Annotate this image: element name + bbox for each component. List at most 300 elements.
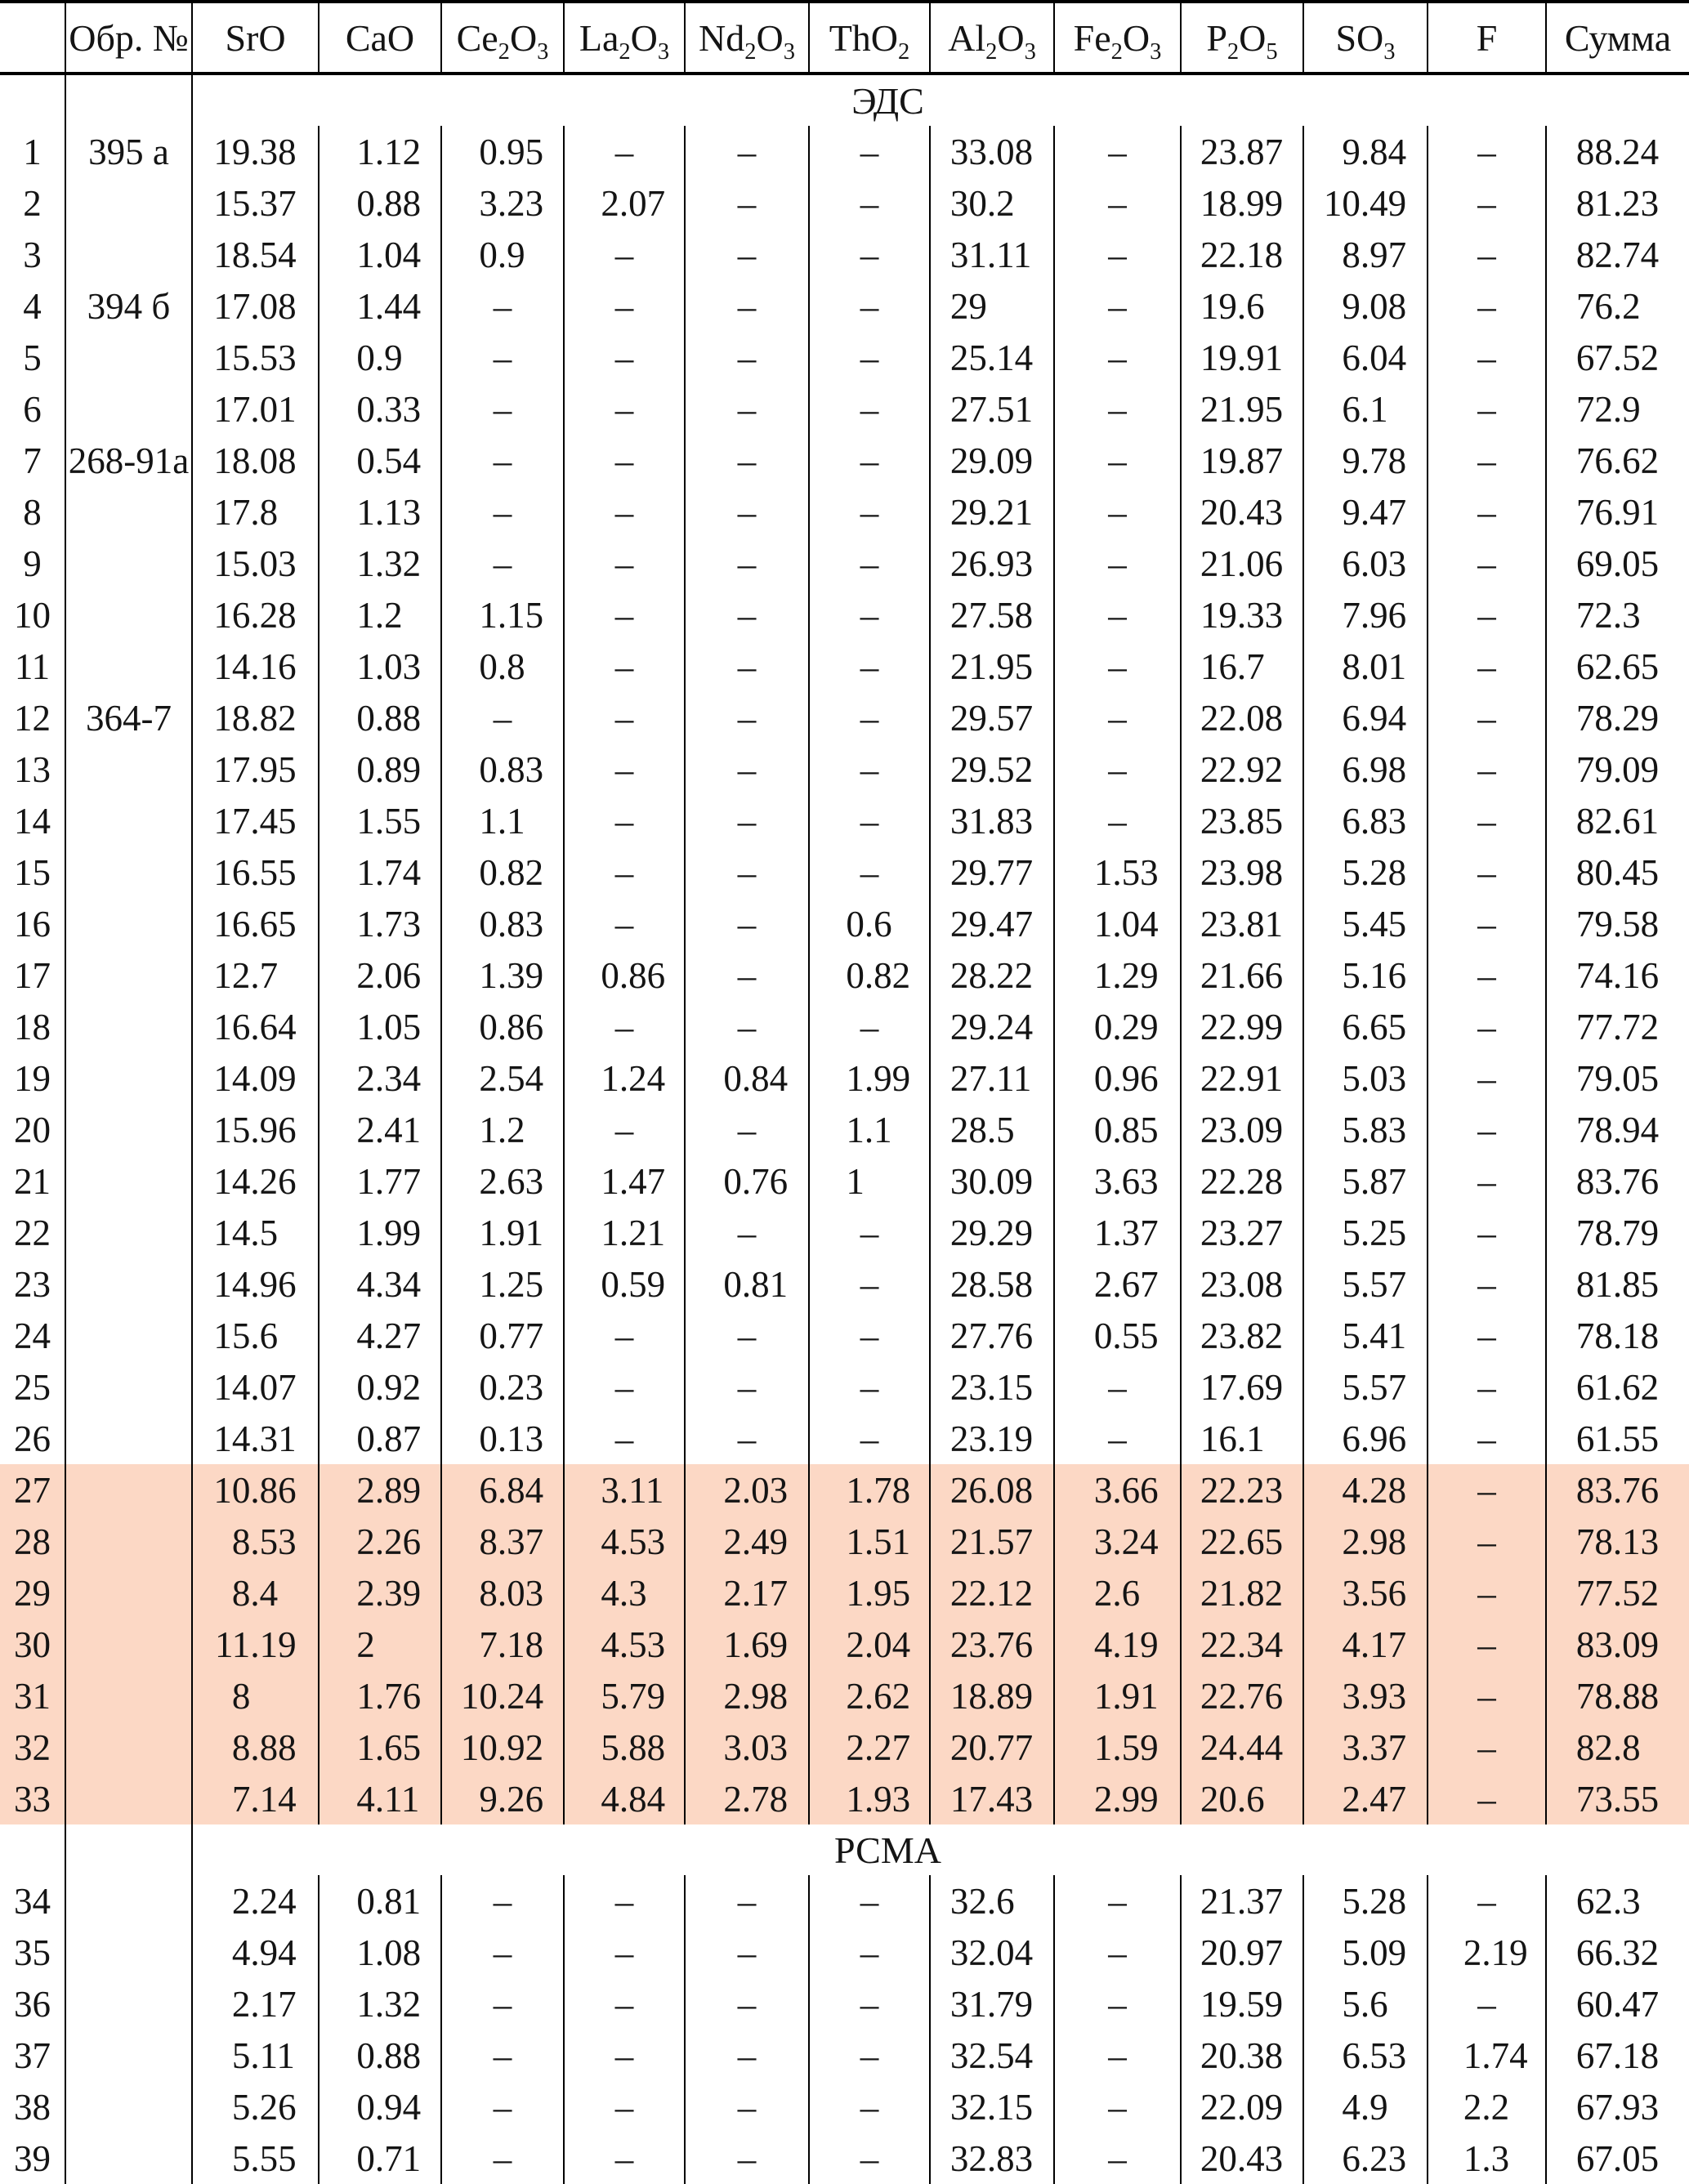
value-cell: –	[1054, 177, 1181, 229]
value-cell: 3.03	[685, 1722, 809, 1773]
value-cell: 78.94	[1546, 1104, 1689, 1155]
value-cell: 2.24	[192, 1875, 319, 1927]
value-cell: 2.34	[319, 1052, 441, 1104]
value-cell: –	[809, 2030, 930, 2081]
row-number-cell	[0, 74, 65, 126]
table-row	[0, 2133, 1689, 2184]
column-header-4: $Ce_2O_3$	[441, 2, 564, 74]
value-cell: 4.19	[1054, 1619, 1181, 1670]
value-cell: –	[1054, 2030, 1181, 2081]
value-cell: –	[441, 2081, 564, 2133]
value-cell: 17.95	[192, 744, 319, 795]
sample-id-cell	[65, 1722, 192, 1773]
value-cell: 1.55	[319, 795, 441, 846]
value-cell: 1.21	[564, 1207, 685, 1258]
value-cell: –	[809, 795, 930, 846]
value-cell: 17.8	[192, 486, 319, 538]
table-row	[0, 1978, 1689, 2030]
value-cell: –	[1428, 1104, 1546, 1155]
row-number-cell: 33	[0, 1773, 65, 1824]
value-cell: –	[809, 641, 930, 692]
value-cell: 3.23	[441, 177, 564, 229]
table-row	[0, 795, 1689, 846]
value-cell: 2.98	[1303, 1516, 1428, 1567]
value-cell: 5.41	[1303, 1310, 1428, 1361]
value-cell: –	[685, 1875, 809, 1927]
value-cell: –	[685, 1413, 809, 1464]
sample-id-cell: 268-91а	[65, 435, 192, 486]
row-number-cell: 16	[14, 903, 51, 945]
value-cell: 26.93	[930, 538, 1054, 589]
value-cell: 21.66	[1181, 949, 1303, 1001]
table-row	[0, 1361, 1689, 1413]
table-row	[0, 383, 1689, 435]
value-cell: 1.77	[319, 1155, 441, 1207]
value-cell: 6.1	[1303, 383, 1428, 435]
sample-id-cell	[65, 74, 192, 126]
value-cell: –	[564, 898, 685, 949]
value-cell: 8.88	[192, 1722, 319, 1773]
value-cell: –	[1428, 589, 1546, 641]
value-cell: 60.47	[1546, 1978, 1689, 2030]
value-cell: 22.34	[1181, 1619, 1303, 1670]
value-cell: –	[1428, 486, 1546, 538]
value-cell: 1.1	[441, 795, 564, 846]
value-cell: 1.73	[319, 898, 441, 949]
value-cell: 78.13	[1546, 1516, 1689, 1567]
value-cell: 72.3	[1546, 589, 1689, 641]
value-cell: 3.63	[1054, 1155, 1181, 1207]
value-cell: –	[809, 280, 930, 332]
table-row	[0, 1567, 1689, 1619]
value-cell: 80.45	[1546, 846, 1689, 898]
sample-id-cell: 394 б	[65, 280, 192, 332]
sample-id-cell	[65, 1978, 192, 2030]
value-cell: 14.5	[192, 1207, 319, 1258]
value-cell: –	[809, 538, 930, 589]
value-cell: 5.87	[1303, 1155, 1428, 1207]
table-row	[0, 1722, 1689, 1773]
column-header-11: $SO_3$	[1303, 2, 1428, 74]
value-cell: 0.88	[319, 692, 441, 744]
value-cell: –	[564, 2030, 685, 2081]
value-cell: 1.2	[441, 1104, 564, 1155]
value-cell: 6.53	[1303, 2030, 1428, 2081]
value-cell: 1.99	[809, 1052, 930, 1104]
value-cell: 21.95	[1181, 383, 1303, 435]
value-cell: –	[1428, 280, 1546, 332]
value-cell: –	[809, 1978, 930, 2030]
table-row	[0, 949, 1689, 1001]
value-cell: 2.07	[564, 177, 685, 229]
value-cell: 24.44	[1181, 1722, 1303, 1773]
section-label: РСМА	[192, 1824, 1689, 1875]
value-cell: 78.79	[1546, 1207, 1689, 1258]
value-cell: 9.26	[441, 1773, 564, 1824]
header-row	[0, 2, 1689, 74]
value-cell: 0.77	[441, 1310, 564, 1361]
value-cell: 22.65	[1181, 1516, 1303, 1567]
section-label: ЭДС	[192, 74, 1689, 126]
value-cell: 4.9	[1303, 2081, 1428, 2133]
value-cell: –	[1428, 538, 1546, 589]
value-cell: 2.39	[319, 1567, 441, 1619]
value-cell: 17.43	[930, 1773, 1054, 1824]
value-cell: 9.47	[1303, 486, 1428, 538]
value-cell: 18.89	[930, 1670, 1054, 1722]
value-cell: 23.81	[1181, 898, 1303, 949]
value-cell: –	[564, 280, 685, 332]
value-cell: –	[685, 486, 809, 538]
value-cell: –	[1428, 1310, 1546, 1361]
value-cell: 81.23	[1546, 177, 1689, 229]
value-cell: –	[1054, 2081, 1181, 2133]
value-cell: 6.23	[1303, 2133, 1428, 2184]
value-cell: 2.63	[441, 1155, 564, 1207]
row-number-cell: 3	[23, 234, 42, 275]
value-cell: 10.49	[1303, 177, 1428, 229]
sample-id-cell	[65, 898, 192, 949]
row-number-cell: 35	[14, 1932, 51, 1973]
value-cell: –	[1428, 1155, 1546, 1207]
row-number-cell: 20	[14, 1109, 51, 1150]
value-cell: 0.94	[319, 2081, 441, 2133]
value-cell: –	[685, 383, 809, 435]
table-row	[0, 1413, 1689, 1464]
value-cell: 23.87	[1181, 126, 1303, 177]
value-cell: 67.18	[1546, 2030, 1689, 2081]
value-cell: –	[441, 1875, 564, 1927]
value-cell: 21.82	[1181, 1567, 1303, 1619]
value-cell: –	[809, 126, 930, 177]
value-cell: –	[564, 1978, 685, 2030]
value-cell: –	[685, 1001, 809, 1052]
value-cell: 5.16	[1303, 949, 1428, 1001]
row-number-cell	[0, 1824, 65, 1875]
value-cell: 69.05	[1546, 538, 1689, 589]
value-cell: –	[685, 435, 809, 486]
value-cell: 81.85	[1546, 1258, 1689, 1310]
column-header-7: ThO$_2$	[809, 2, 930, 74]
table-row	[0, 486, 1689, 538]
value-cell: 32.15	[930, 2081, 1054, 2133]
row-number-cell: 22	[14, 1212, 51, 1253]
sample-id-cell	[65, 744, 192, 795]
sample-id-cell	[65, 1310, 192, 1361]
value-cell: –	[564, 641, 685, 692]
value-cell: 0.71	[319, 2133, 441, 2184]
value-cell: 1.24	[564, 1052, 685, 1104]
value-cell: 19.6	[1181, 280, 1303, 332]
value-cell: –	[685, 744, 809, 795]
row-number-cell: 39	[14, 2137, 51, 2179]
sample-id-cell	[65, 1670, 192, 1722]
value-cell: –	[564, 589, 685, 641]
value-cell: 5.79	[564, 1670, 685, 1722]
row-number-cell: 34	[14, 1880, 51, 1922]
value-cell: 5.26	[192, 2081, 319, 2133]
value-cell: –	[1428, 1464, 1546, 1516]
value-cell: 14.96	[192, 1258, 319, 1310]
value-cell: 3.37	[1303, 1722, 1428, 1773]
value-cell: 4.34	[319, 1258, 441, 1310]
value-cell: 16.1	[1181, 1413, 1303, 1464]
table-body	[0, 74, 1689, 2184]
value-cell: 5.11	[192, 2030, 319, 2081]
value-cell: –	[1428, 383, 1546, 435]
value-cell: –	[809, 1361, 930, 1413]
sample-id-cell	[65, 332, 192, 383]
value-cell: 0.87	[319, 1413, 441, 1464]
sample-id-cell	[65, 589, 192, 641]
table-row	[0, 177, 1689, 229]
value-cell: –	[809, 332, 930, 383]
value-cell: 1.13	[319, 486, 441, 538]
value-cell: 17.08	[192, 280, 319, 332]
value-cell: –	[809, 2081, 930, 2133]
value-cell: 4.17	[1303, 1619, 1428, 1670]
value-cell: 3.93	[1303, 1670, 1428, 1722]
row-number-cell: 19	[14, 1057, 51, 1099]
value-cell: 32.83	[930, 2133, 1054, 2184]
value-cell: 9.08	[1303, 280, 1428, 332]
value-cell: –	[1054, 280, 1181, 332]
value-cell: 8.01	[1303, 641, 1428, 692]
value-cell: –	[1428, 177, 1546, 229]
value-cell: 1.44	[319, 280, 441, 332]
value-cell: –	[1054, 538, 1181, 589]
value-cell: –	[685, 1978, 809, 2030]
value-cell: 5.09	[1303, 1927, 1428, 1978]
value-cell: 1.95	[809, 1567, 930, 1619]
value-cell: 30.09	[930, 1155, 1054, 1207]
table-row	[0, 2030, 1689, 2081]
value-cell: 1.93	[809, 1773, 930, 1824]
value-cell: 6.04	[1303, 332, 1428, 383]
value-cell: –	[1428, 332, 1546, 383]
value-cell: –	[1428, 435, 1546, 486]
value-cell: –	[685, 538, 809, 589]
value-cell: –	[1428, 229, 1546, 280]
sample-id-cell	[65, 1516, 192, 1567]
value-cell: 67.93	[1546, 2081, 1689, 2133]
value-cell: 20.77	[930, 1722, 1054, 1773]
value-cell: 31.79	[930, 1978, 1054, 2030]
sample-id-cell	[65, 538, 192, 589]
sample-id-cell	[65, 1361, 192, 1413]
value-cell: 19.87	[1181, 435, 1303, 486]
value-cell: 2.67	[1054, 1258, 1181, 1310]
value-cell: 0.96	[1054, 1052, 1181, 1104]
value-cell: 14.31	[192, 1413, 319, 1464]
value-cell: –	[685, 229, 809, 280]
table-row	[0, 1619, 1689, 1670]
value-cell: –	[441, 692, 564, 744]
value-cell: 17.69	[1181, 1361, 1303, 1413]
value-cell: 0.13	[441, 1413, 564, 1464]
value-cell: –	[1054, 2133, 1181, 2184]
value-cell: –	[564, 332, 685, 383]
value-cell: 14.09	[192, 1052, 319, 1104]
value-cell: 4.53	[564, 1516, 685, 1567]
value-cell: 1.04	[1054, 898, 1181, 949]
value-cell: 6.83	[1303, 795, 1428, 846]
value-cell: 22.12	[930, 1567, 1054, 1619]
value-cell: 29.09	[930, 435, 1054, 486]
value-cell: –	[809, 1310, 930, 1361]
value-cell: 22.09	[1181, 2081, 1303, 2133]
sample-id-cell	[65, 1104, 192, 1155]
value-cell: 28.22	[930, 949, 1054, 1001]
value-cell: 1.2	[319, 589, 441, 641]
value-cell: 82.61	[1546, 795, 1689, 846]
value-cell: 72.9	[1546, 383, 1689, 435]
value-cell: 12.7	[192, 949, 319, 1001]
value-cell: –	[1054, 1978, 1181, 2030]
value-cell: 23.98	[1181, 846, 1303, 898]
value-cell: 83.09	[1546, 1619, 1689, 1670]
value-cell: 0.81	[685, 1258, 809, 1310]
value-cell: 5.57	[1303, 1361, 1428, 1413]
value-cell: 1.29	[1054, 949, 1181, 1001]
value-cell: 0.54	[319, 435, 441, 486]
value-cell: 19.59	[1181, 1978, 1303, 2030]
sample-id-cell	[65, 486, 192, 538]
value-cell: 4.11	[319, 1773, 441, 1824]
row-number-cell: 36	[14, 1983, 51, 2025]
value-cell: –	[564, 229, 685, 280]
value-cell: –	[685, 846, 809, 898]
value-cell: 3.66	[1054, 1464, 1181, 1516]
value-cell: 1.3	[1428, 2133, 1546, 2184]
value-cell: 16.65	[192, 898, 319, 949]
value-cell: 21.37	[1181, 1875, 1303, 1927]
value-cell: 1.03	[319, 641, 441, 692]
value-cell: 2.98	[685, 1670, 809, 1722]
value-cell: 79.09	[1546, 744, 1689, 795]
sample-id-cell	[65, 1052, 192, 1104]
column-header-2: SrO	[192, 2, 319, 74]
value-cell: –	[685, 1361, 809, 1413]
value-cell: 2.54	[441, 1052, 564, 1104]
value-cell: –	[685, 2030, 809, 2081]
section-row	[0, 74, 1689, 126]
value-cell: –	[1428, 1567, 1546, 1619]
value-cell: –	[1054, 1413, 1181, 1464]
value-cell: 5.88	[564, 1722, 685, 1773]
value-cell: –	[564, 383, 685, 435]
value-cell: 8.37	[441, 1516, 564, 1567]
value-cell: 32.54	[930, 2030, 1054, 2081]
value-cell: –	[1054, 1875, 1181, 1927]
table-row	[0, 1207, 1689, 1258]
row-number-cell: 30	[0, 1619, 65, 1670]
value-cell: –	[809, 1875, 930, 1927]
sample-id-cell	[65, 1464, 192, 1516]
value-cell: 10.24	[441, 1670, 564, 1722]
value-cell: –	[685, 692, 809, 744]
row-number-cell: 13	[14, 748, 51, 790]
value-cell: 0.8	[441, 641, 564, 692]
value-cell: 16.55	[192, 846, 319, 898]
value-cell: 0.9	[441, 229, 564, 280]
value-cell: –	[1054, 589, 1181, 641]
value-cell: 1.78	[809, 1464, 930, 1516]
value-cell: 1.69	[685, 1619, 809, 1670]
value-cell: 1.37	[1054, 1207, 1181, 1258]
value-cell: 1.91	[1054, 1670, 1181, 1722]
value-cell: 5.55	[192, 2133, 319, 2184]
value-cell: –	[685, 1927, 809, 1978]
value-cell: –	[685, 949, 809, 1001]
value-cell: –	[809, 1413, 930, 1464]
value-cell: 79.58	[1546, 898, 1689, 949]
value-cell: 61.55	[1546, 1413, 1689, 1464]
value-cell: 0.82	[809, 949, 930, 1001]
value-cell: –	[564, 126, 685, 177]
value-cell: 5.28	[1303, 846, 1428, 898]
value-cell: –	[685, 898, 809, 949]
column-header-9: $Fe_2O_3$	[1054, 2, 1181, 74]
value-cell: 9.84	[1303, 126, 1428, 177]
value-cell: 21.06	[1181, 538, 1303, 589]
value-cell: –	[564, 846, 685, 898]
row-number-cell: 23	[14, 1263, 51, 1305]
value-cell: –	[564, 1413, 685, 1464]
sample-id-cell	[65, 949, 192, 1001]
value-cell: –	[1428, 126, 1546, 177]
value-cell: –	[564, 795, 685, 846]
table-row	[0, 1104, 1689, 1155]
value-cell: 29.29	[930, 1207, 1054, 1258]
sample-id-cell	[65, 1258, 192, 1310]
value-cell: 20.97	[1181, 1927, 1303, 1978]
value-cell: 0.84	[685, 1052, 809, 1104]
value-cell: 2.41	[319, 1104, 441, 1155]
value-cell: –	[1054, 229, 1181, 280]
value-cell: –	[1054, 641, 1181, 692]
column-header-6: $Nd_2O_3$	[685, 2, 809, 74]
table-row	[0, 846, 1689, 898]
value-cell: 29.77	[930, 846, 1054, 898]
value-cell: –	[685, 126, 809, 177]
value-cell: –	[1054, 1927, 1181, 1978]
value-cell: 4.27	[319, 1310, 441, 1361]
value-cell: 16.28	[192, 589, 319, 641]
value-cell: –	[1054, 383, 1181, 435]
value-cell: –	[1054, 795, 1181, 846]
value-cell: 8.53	[192, 1516, 319, 1567]
value-cell: –	[1428, 1619, 1546, 1670]
value-cell: 2.26	[319, 1516, 441, 1567]
table-row	[0, 692, 1689, 744]
value-cell: 20.6	[1181, 1773, 1303, 1824]
table-row	[0, 1516, 1689, 1567]
value-cell: 31.83	[930, 795, 1054, 846]
sample-id-cell	[65, 1413, 192, 1464]
value-cell: 8.97	[1303, 229, 1428, 280]
value-cell: –	[564, 486, 685, 538]
value-cell: –	[441, 1927, 564, 1978]
value-cell: 61.62	[1546, 1361, 1689, 1413]
value-cell: 0.55	[1054, 1310, 1181, 1361]
value-cell: 23.85	[1181, 795, 1303, 846]
row-number-cell: 31	[0, 1670, 65, 1722]
value-cell: 7.14	[192, 1773, 319, 1824]
table-row	[0, 1927, 1689, 1978]
column-header-13: Сумма	[1546, 2, 1689, 74]
value-cell: –	[564, 744, 685, 795]
